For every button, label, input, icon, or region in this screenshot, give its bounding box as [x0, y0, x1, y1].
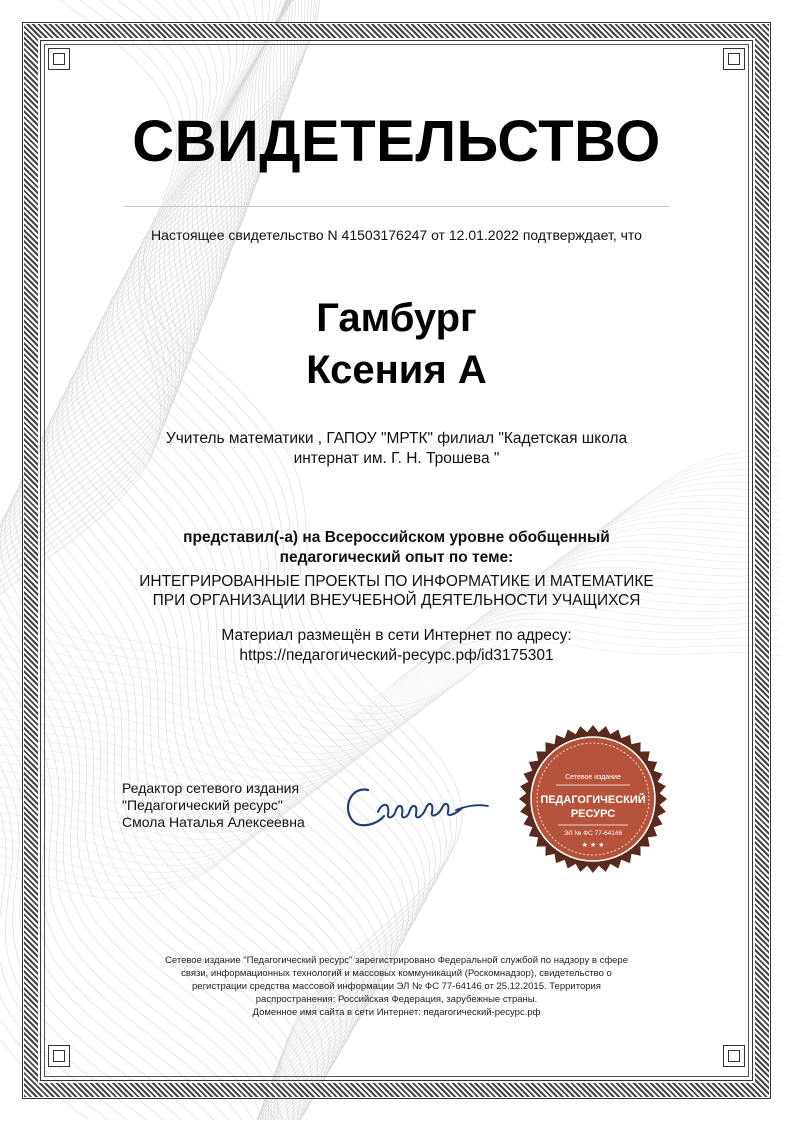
material-location	[0, 626, 793, 666]
seal-stars: ★ ★ ★	[581, 842, 605, 849]
recipient-name	[0, 292, 793, 396]
experience-topic	[0, 572, 793, 610]
recipient-surname: Гамбург	[316, 296, 477, 340]
material-url: https://педагогический-ресурс.рф/id3175301	[239, 647, 554, 664]
recipient-position	[0, 429, 793, 469]
position-line-2: интернат им. Г. Н. Трошева "	[293, 450, 500, 467]
seal-top-text: Сетевое издание	[565, 774, 621, 781]
title-divider	[124, 206, 669, 207]
editor-line-2: "Педагогический ресурс"	[122, 797, 283, 813]
material-label: Материал размещён в сети Интернет по адресу:	[221, 627, 572, 644]
corner-ornament-top-right	[723, 48, 745, 70]
topic-line-1: ИНТЕГРИРОВАННЫЕ ПРОЕКТЫ ПО ИНФОРМАТИКЕ И МАТЕМАТИКЕ	[139, 573, 654, 590]
presented-line-2: педагогический опыт по теме:	[279, 549, 514, 566]
publication-seal	[518, 724, 668, 874]
registration-footer	[100, 954, 693, 1019]
presented-line-1: представил(-а) на Всероссийском уровне обобщенный	[183, 529, 610, 546]
corner-ornament-bottom-right	[723, 1045, 745, 1067]
seal-main-line-1: ПЕДАГОГИЧЕСКИЙ	[540, 794, 646, 806]
corner-ornament-bottom-left	[48, 1045, 70, 1067]
editor-line-1: Редактор сетевого издания	[122, 780, 300, 796]
presented-statement	[0, 528, 793, 568]
footer-line-5: Доменное имя сайта в сети Интернет: педагогический-ресурс.рф	[252, 1007, 541, 1018]
seal-main-line-2: РЕСУРС	[570, 808, 616, 820]
corner-ornament-top-left	[48, 48, 70, 70]
certificate-title: СВИДЕТЕЛЬСТВО	[132, 109, 661, 174]
footer-line-1: Сетевое издание "Педагогический ресурс" зарегистрировано Федеральной службой по надзору в сфере	[165, 955, 628, 966]
topic-line-2: ПРИ ОРГАНИЗАЦИИ ВНЕУЧЕБНОЙ ДЕЯТЕЛЬНОСТИ УЧАЩИХСЯ	[152, 592, 641, 609]
editor-block	[122, 780, 305, 831]
footer-line-3: регистрации средства массовой информации ЭЛ № ФС 77-64146 от 25.12.2015. Территория	[192, 981, 601, 992]
editor-name: Смола Наталья Алексеевна	[122, 814, 305, 830]
certificate-intro: Настоящее свидетельство N 41503176247 от 12.01.2022 подтверждает, что	[151, 227, 642, 243]
footer-line-2: связи, информационных технологий и массовых коммуникаций (Роскомнадзор), свидетельство о	[181, 968, 612, 979]
position-line-1: Учитель математики , ГАПОУ "МРТК" филиал "Кадетская школа	[165, 430, 628, 447]
editor-signature	[338, 772, 498, 842]
seal-registration: ЭЛ № ФС 77-64146	[563, 830, 623, 837]
recipient-given-name: Ксения А	[306, 348, 487, 392]
footer-line-4: распространения: Российская Федерация, зарубежные страны.	[255, 994, 538, 1005]
